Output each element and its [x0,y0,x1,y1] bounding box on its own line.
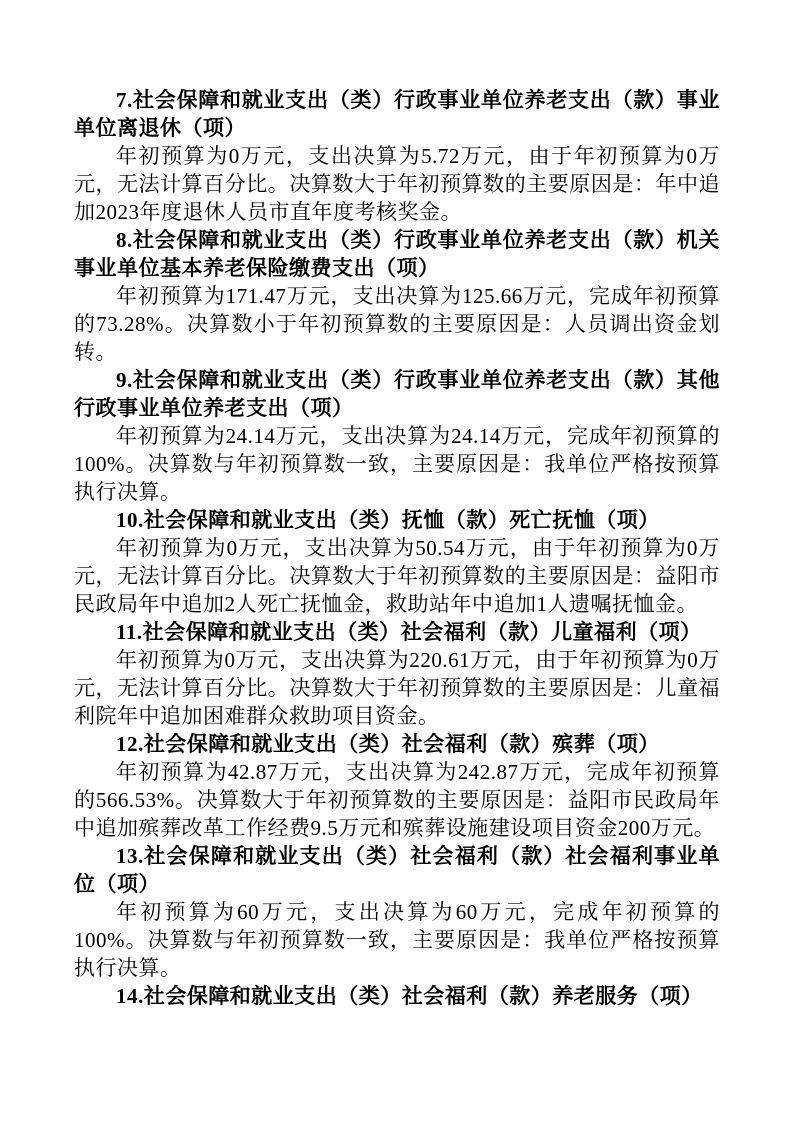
section-heading: 14.社会保障和就业支出（类）社会福利（款）养老服务（项） [116,984,703,1008]
section-heading: 11.社会保障和就业支出（类）社会福利（款）儿童福利（项） [116,620,702,644]
report-section-10 [74,506,720,618]
section-heading: 9.社会保障和就业支出（类）行政事业单位养老支出（款）其他行政事业单位养老支出（项） [74,368,720,420]
section-heading: 7.社会保障和就业支出（类）行政事业单位养老支出（款）事业单位离退休（项） [74,88,720,140]
section-heading: 10.社会保障和就业支出（类）抚恤（款）死亡抚恤（项） [116,508,660,532]
section-body: 年初预算为0万元，支出决算为50.54万元，由于年初预算为0万元，无法计算百分比。决算数大于年初预算数的主要原因是：益阳市民政局年中追加2人死亡抚恤金，救助站年中追加1人遗嘱抚恤金。 [74,536,720,616]
section-body: 年初预算为24.14万元，支出决算为24.14万元，完成年初预算的100%。决算数与年初预算数一致，主要原因是：我单位严格按预算执行决算。 [74,424,720,504]
section-heading: 13.社会保障和就业支出（类）社会福利（款）社会福利事业单位（项） [74,844,720,896]
section-body: 年初预算为60万元，支出决算为60万元，完成年初预算的100%。决算数与年初预算数一致，主要原因是：我单位严格按预算执行决算。 [74,900,720,980]
report-section-7 [74,86,720,226]
report-section-13 [74,842,720,982]
section-body: 年初预算为0万元，支出决算为220.61万元，由于年初预算为0万元，无法计算百分比。决算数大于年初预算数的主要原因是：儿童福利院年中追加困难群众救助项目资金。 [74,648,720,728]
report-section-9 [74,366,720,506]
report-section-11 [74,618,720,730]
section-heading: 12.社会保障和就业支出（类）社会福利（款）殡葬（项） [116,732,660,756]
report-section-8 [74,226,720,366]
report-section-14 [74,982,720,1010]
section-body: 年初预算为171.47万元，支出决算为125.66万元，完成年初预算的73.28%。决算数小于年初预算数的主要原因是：人员调出资金划转。 [74,284,720,364]
report-section-12 [74,730,720,842]
document-content [74,86,720,1010]
section-heading: 8.社会保障和就业支出（类）行政事业单位养老支出（款）机关事业单位基本养老保险缴费支出（项） [74,228,720,280]
section-body: 年初预算为0万元，支出决算为5.72万元，由于年初预算为0万元，无法计算百分比。决算数大于年初预算数的主要原因是：年中追加2023年度退休人员市直年度考核奖金。 [74,144,720,224]
section-body: 年初预算为42.87万元，支出决算为242.87万元，完成年初预算的566.53%。决算数大于年初预算数的主要原因是：益阳市民政局年中追加殡葬改革工作经费9.5万元和殡葬设施建设项目资金200万元。 [74,760,720,840]
